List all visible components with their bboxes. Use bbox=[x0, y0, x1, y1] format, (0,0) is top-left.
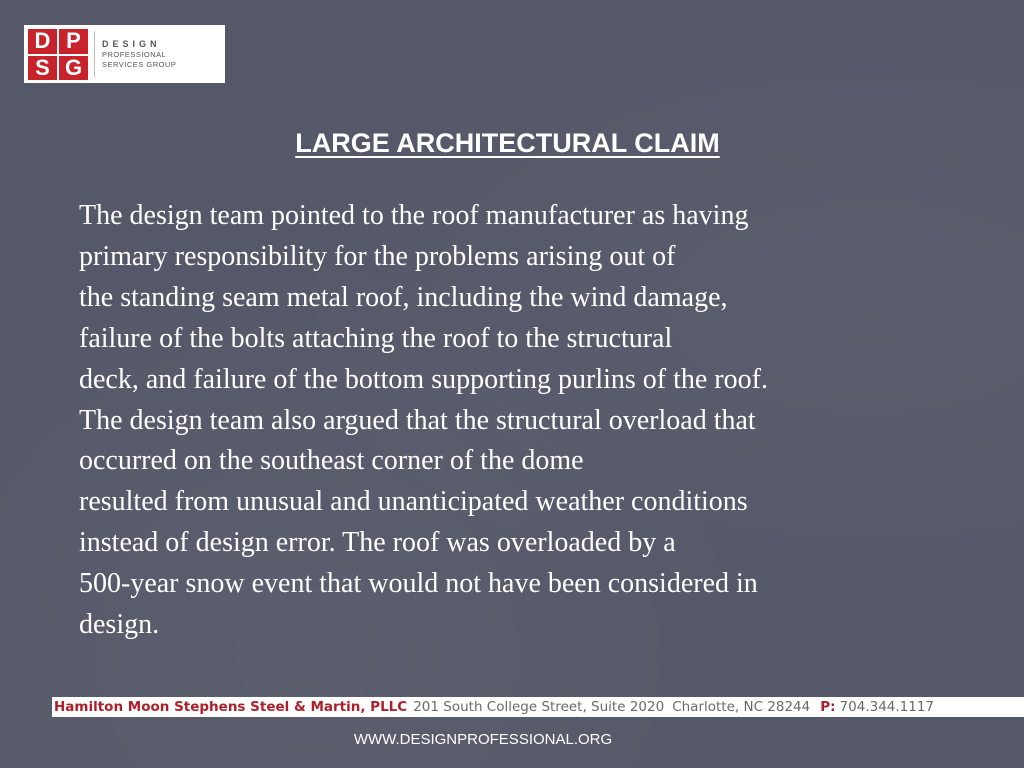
footer-firm-name: Hamilton Moon Stephens Steel & Martin, PLLC bbox=[54, 699, 408, 715]
logo-line-design: DESIGN bbox=[102, 39, 161, 49]
slide-title: LARGE ARCHITECTURAL CLAIM bbox=[295, 128, 720, 158]
body-line: the standing seam metal roof, including the wind damage, bbox=[79, 281, 728, 313]
logo-letter-g: G bbox=[59, 56, 88, 81]
body-line: deck, and failure of the bottom supporting purlins of the roof. bbox=[79, 363, 768, 395]
footer-city: Charlotte, NC 28244 bbox=[672, 699, 811, 715]
logo-letter-s: S bbox=[28, 56, 57, 81]
logo-divider bbox=[94, 31, 95, 77]
body-paragraph bbox=[79, 196, 979, 646]
body-line: The design team also argued that the structural overload that bbox=[79, 404, 756, 436]
body-line: failure of the bolts attaching the roof to the structural bbox=[79, 322, 673, 354]
body-line: 500-year snow event that would not have been considered in bbox=[79, 568, 758, 600]
logo-mark bbox=[28, 29, 88, 80]
dpsg-logo bbox=[24, 25, 225, 83]
website-link[interactable]: WWW.DESIGNPROFESSIONAL.ORG bbox=[353, 731, 613, 748]
footer-address: 201 South College Street, Suite 2020 bbox=[413, 699, 665, 715]
body-line: The design team pointed to the roof manufacturer as having bbox=[79, 200, 749, 231]
body-line: instead of design error. The roof was overloaded by a bbox=[79, 527, 676, 559]
logo-line-professional: PROFESSIONAL bbox=[102, 50, 167, 59]
body-line: resulted from unusual and unanticipated weather conditions bbox=[79, 486, 748, 518]
body-line: design. bbox=[79, 609, 160, 641]
logo-letter-p: P bbox=[59, 29, 88, 54]
footer-contact-bar bbox=[52, 697, 1024, 717]
logo-line-services-group: SERVICES GROUP bbox=[102, 60, 177, 69]
logo-wordmark bbox=[102, 39, 176, 70]
body-line: occurred on the southeast corner of the dome bbox=[79, 445, 584, 477]
body-line: primary responsibility for the problems arising out of bbox=[79, 240, 676, 272]
footer-phone-label: P: bbox=[820, 699, 836, 715]
logo-letter-d: D bbox=[28, 29, 57, 54]
footer-phone: 704.344.1117 bbox=[839, 699, 935, 715]
